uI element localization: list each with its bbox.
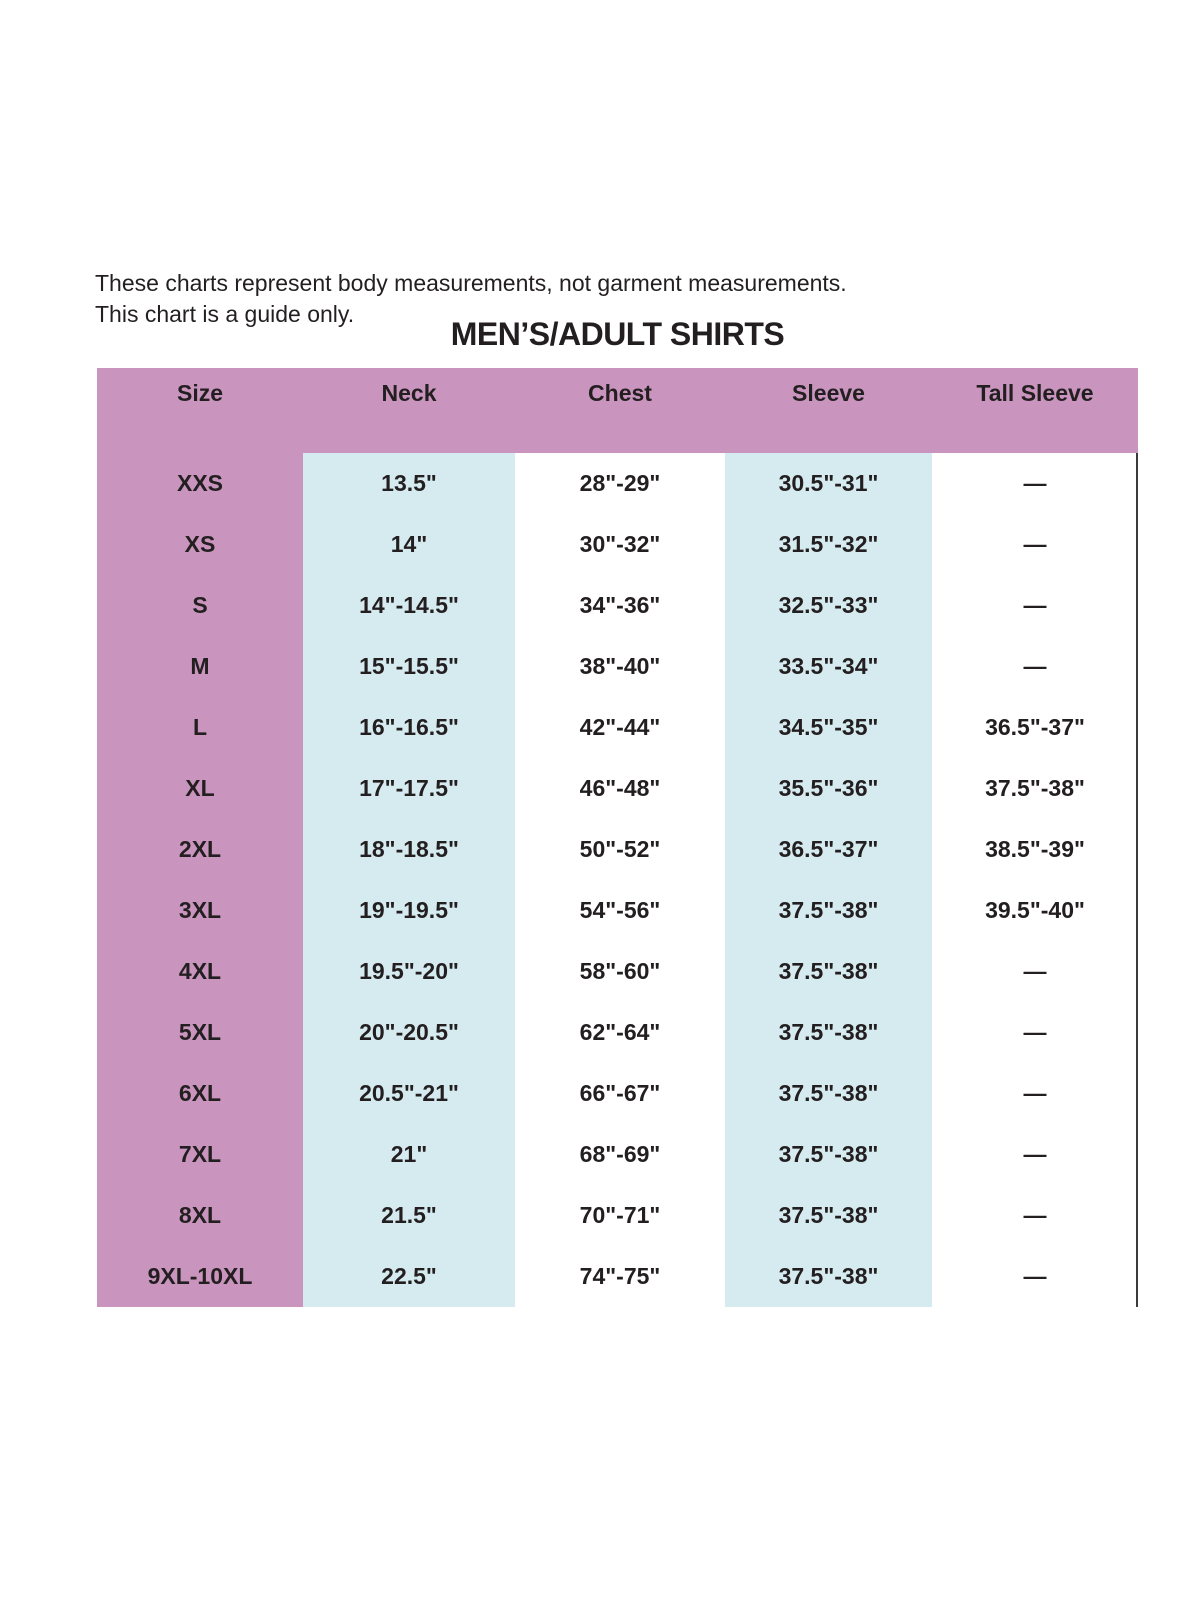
chest-cell: 74"-75" [579,1263,661,1289]
size-cell: 3XL [97,880,303,941]
size-cell: XXS [97,453,303,514]
tall-sleeve-cell: — [1023,531,1047,557]
disclaimer-line-1: These charts represent body measurements, not garment measurements. [95,270,847,296]
neck-cell: 21.5" [303,1185,515,1246]
chest-cell: 66"-67" [579,1080,661,1106]
chest-cell: 54"-56" [579,897,661,923]
size-cell: S [97,575,303,636]
tall-sleeve-cell: — [1023,958,1047,984]
sleeve-cell: 37.5"-38" [725,1063,932,1124]
neck-cell: 19.5"-20" [303,941,515,1002]
sleeve-cell: 34.5"-35" [725,697,932,758]
chest-cell: 68"-69" [579,1141,661,1167]
neck-cell: 18"-18.5" [303,819,515,880]
table-row [97,575,1138,636]
tall-sleeve-cell: — [1023,1019,1047,1045]
disclaimer-line-2: This chart is a guide only. [95,301,355,327]
neck-cell: 22.5" [303,1246,515,1307]
header-chest: Chest [588,380,652,406]
sleeve-cell: 37.5"-38" [725,880,932,941]
table-row [97,880,1138,941]
neck-cell: 14" [303,514,515,575]
table-row [97,1124,1138,1185]
header-sleeve: Sleeve [792,380,865,406]
size-cell: 9XL-10XL [97,1246,303,1307]
tall-sleeve-cell: — [1023,1263,1047,1289]
sleeve-cell: 36.5"-37" [725,819,932,880]
size-cell: 8XL [97,1185,303,1246]
chest-cell: 42"-44" [579,714,661,740]
table-row [97,636,1138,697]
chest-cell: 58"-60" [579,958,661,984]
chart-title: MEN’S/ADULT SHIRTS [450,316,785,352]
sleeve-cell: 37.5"-38" [725,1002,932,1063]
tall-sleeve-cell: 36.5"-37" [985,714,1085,740]
size-cell: XS [97,514,303,575]
sleeve-cell: 31.5"-32" [725,514,932,575]
table-row [97,819,1138,880]
size-chart-table [97,368,1138,1307]
size-cell: M [97,636,303,697]
size-cell: 6XL [97,1063,303,1124]
tall-sleeve-cell: — [1023,1202,1047,1228]
table-row [97,1185,1138,1246]
tall-sleeve-cell: — [1023,653,1047,679]
sleeve-cell: 33.5"-34" [725,636,932,697]
sleeve-cell: 35.5"-36" [725,758,932,819]
chest-cell: 30"-32" [579,531,661,557]
chest-cell: 38"-40" [579,653,661,679]
table-row [97,941,1138,1002]
tall-sleeve-cell: 39.5"-40" [985,897,1085,923]
chest-cell: 70"-71" [579,1202,661,1228]
neck-cell: 15"-15.5" [303,636,515,697]
chest-cell: 62"-64" [579,1019,661,1045]
sleeve-cell: 30.5"-31" [725,453,932,514]
tall-sleeve-cell: — [1023,470,1047,496]
tall-sleeve-cell: — [1023,592,1047,618]
header-size: Size [176,380,224,406]
chest-cell: 50"-52" [579,836,661,862]
neck-cell: 20.5"-21" [303,1063,515,1124]
table-right-border [1136,453,1138,1307]
neck-cell: 21" [303,1124,515,1185]
table-row [97,453,1138,514]
table-row [97,758,1138,819]
neck-cell: 17"-17.5" [303,758,515,819]
sleeve-cell: 37.5"-38" [725,941,932,1002]
sleeve-cell: 32.5"-33" [725,575,932,636]
neck-cell: 19"-19.5" [303,880,515,941]
table-row [97,1246,1138,1307]
size-cell: 2XL [97,819,303,880]
table-row [97,1063,1138,1124]
sleeve-cell: 37.5"-38" [725,1124,932,1185]
tall-sleeve-cell: — [1023,1141,1047,1167]
size-cell: 5XL [97,1002,303,1063]
sleeve-cell: 37.5"-38" [725,1185,932,1246]
header-neck: Neck [381,380,437,406]
tall-sleeve-cell: — [1023,1080,1047,1106]
table-row [97,514,1138,575]
chest-cell: 34"-36" [579,592,661,618]
sleeve-cell: 37.5"-38" [725,1246,932,1307]
size-cell: 4XL [97,941,303,1002]
size-cell: L [97,697,303,758]
neck-cell: 20"-20.5" [303,1002,515,1063]
tall-sleeve-cell: 37.5"-38" [985,775,1085,801]
chest-cell: 46"-48" [579,775,661,801]
table-header-row [97,368,1138,453]
table-row [97,1002,1138,1063]
chest-cell: 28"-29" [579,470,661,496]
neck-cell: 14"-14.5" [303,575,515,636]
header-tall-sleeve: Tall Sleeve [976,380,1094,406]
tall-sleeve-cell: 38.5"-39" [985,836,1085,862]
size-cell: XL [97,758,303,819]
table-body [97,453,1138,1307]
table-row [97,697,1138,758]
neck-cell: 16"-16.5" [303,697,515,758]
size-cell: 7XL [97,1124,303,1185]
neck-cell: 13.5" [303,453,515,514]
